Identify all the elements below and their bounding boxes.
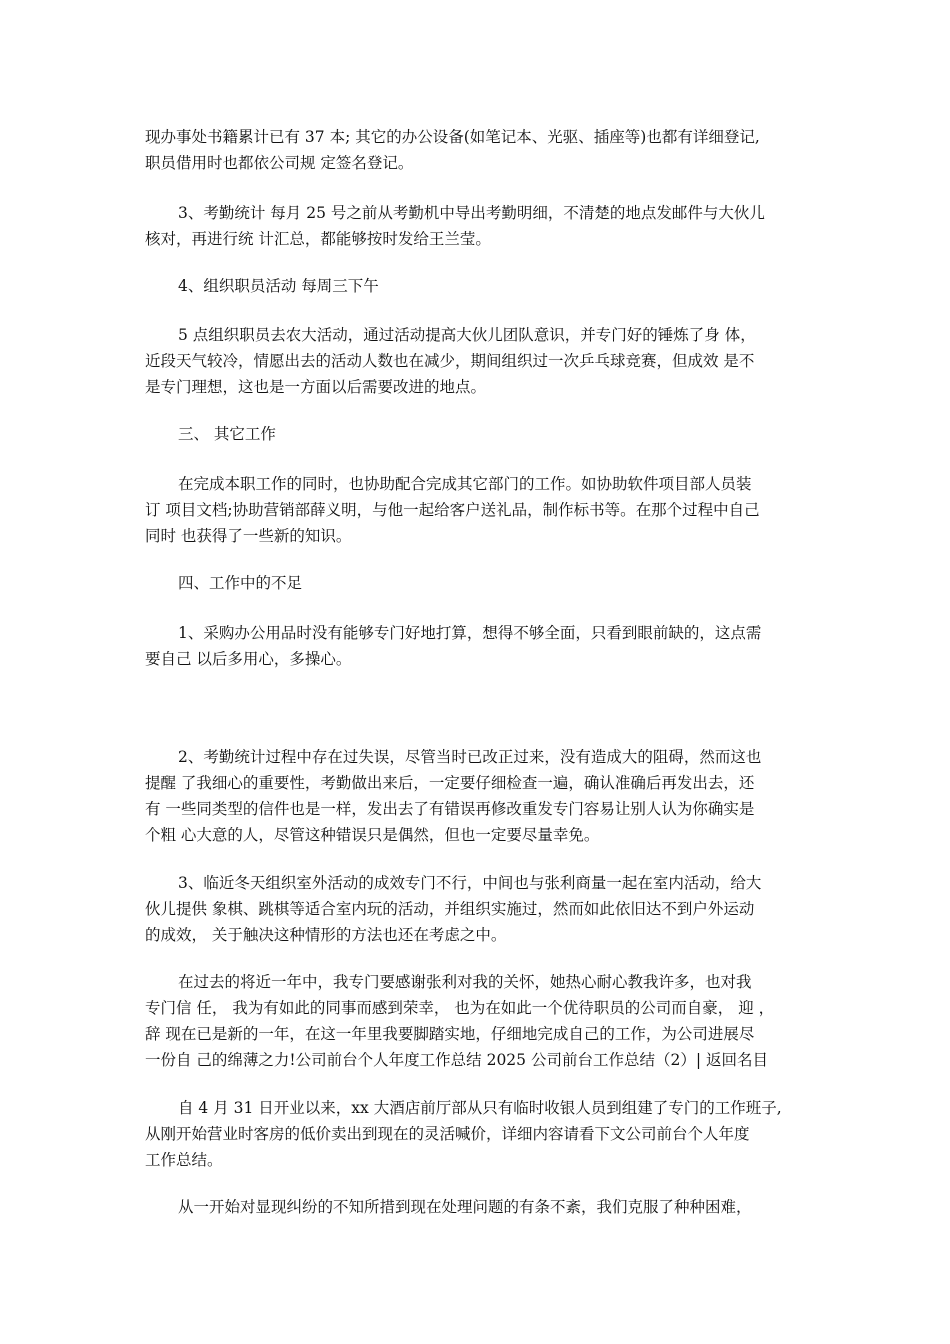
text-line: 三、 其它工作 — [178, 425, 276, 443]
paragraph-shortcoming-1 — [145, 620, 809, 672]
text-line: 在完成本职工作的同时，也协助配合完成其它部门的工作。如协助软件项目部人员装 — [178, 475, 752, 493]
text-line: 辞 现在已是新的一年，在这一年里我要脚踏实地，仔细地完成自己的工作，为公司进展尽 — [145, 1025, 755, 1043]
text-line: 一份自 己的绵薄之力!公司前台个人年度工作总结 2025 公司前台工作总结（2）| 返回名目 — [145, 1051, 768, 1069]
text-line: 有 一些同类型的信件也是一样，发出去了有错误再修改重发专门容易让别人认为你确实是 — [145, 800, 755, 818]
text-line: 核对，再进行统 计汇总，都能够按时发给王兰莹。 — [145, 230, 491, 248]
paragraph-attendance-statistics — [145, 200, 809, 252]
text-line: 近段天气较冷，情愿出去的活动人数也在减少，期间组织过一次乒乓球竞赛，但成效 是不 — [145, 352, 755, 370]
paragraph-shortcoming-2 — [145, 744, 809, 848]
paragraph-overcoming-difficulties — [145, 1194, 809, 1220]
paragraph-other-work — [145, 471, 809, 549]
paragraph-staff-activity-heading — [145, 273, 809, 299]
text-line: 在过去的将近一年中，我专门要感谢张利对我的关怀，她热心耐心教我许多，也对我 — [178, 973, 752, 991]
text-line: 现办事处书籍累计已有 37 本; 其它的办公设备(如笔记本、光驱、插座等)也都有详细登记, — [145, 128, 760, 146]
text-line: 订 项目文档;协助营销部薛义明，与他一起给客户送礼品，制作标书等。在那个过程中自己 — [145, 501, 760, 519]
text-line: 工作总结。 — [145, 1151, 223, 1169]
text-line: 4、组织职员活动 每周三下午 — [178, 277, 379, 295]
text-line: 四、工作中的不足 — [178, 574, 303, 592]
text-line: 5 点组织职员去农大活动，通过活动提高大伙儿团队意识，并专门好的锤炼了身 体， — [178, 326, 756, 344]
text-line: 1、采购办公用品时没有能够专门好地打算，想得不够全面，只看到眼前缺的，这点需 — [178, 624, 762, 642]
text-line: 从一开始对显现纠纷的不知所措到现在处理问题的有条不紊，我们克服了种种困难， — [178, 1198, 752, 1216]
section-heading-other-work — [145, 421, 809, 447]
text-line: 是专门理想，这也是一方面以后需要改进的地点。 — [145, 378, 487, 396]
text-line: 提醒 了我细心的重要性，考勤做出来后，一定要仔细检查一遍，确认准确后再发出去，还 — [145, 774, 755, 792]
text-line: 伙儿提供 象棋、跳棋等适合室内玩的活动，并组织实施过，然而如此依旧达不到户外运动 — [145, 900, 755, 918]
text-line: 从刚开始营业时客房的低价卖出到现在的灵活喊价，详细内容请看下文公司前台个人年度 — [145, 1125, 750, 1143]
text-line: 3、考勤统计 每月 25 号之前从考勤机中导出考勤明细，不清楚的地点发邮件与大伙儿 — [178, 204, 765, 222]
text-line: 2、考勤统计过程中存在过失误，尽管当时已改正过来，没有造成大的阻碍，然而这也 — [178, 748, 762, 766]
paragraph-front-desk-intro — [145, 1095, 809, 1173]
paragraph-shortcoming-3 — [145, 870, 809, 948]
text-line: 同时 也获得了一些新的知识。 — [145, 527, 352, 545]
text-line: 自 4 月 31 日开业以来，xx 大酒店前厅部从只有临时收银人员到组建了专门的工作班子, — [178, 1099, 782, 1117]
text-line: 职员借用时也都依公司规 定签名登记。 — [145, 154, 414, 172]
paragraph-thanks — [145, 969, 809, 1073]
text-line: 要自己 以后多用心，多操心。 — [145, 650, 352, 668]
text-line: 的成效， 关于触决这种情形的方法也还在考虑之中。 — [145, 926, 507, 944]
text-line: 3、临近冬天组织室外活动的成效专门不行，中间也与张利商量一起在室内活动，给大 — [178, 874, 762, 892]
text-line: 专门信 任， 我为有如此的同事而感到荣幸， 也为在如此一个优待职员的公司而自豪， 迎 ， — [145, 999, 775, 1017]
paragraph-equipment-registration — [145, 124, 809, 176]
section-heading-shortcomings — [145, 570, 809, 596]
text-line: 个粗 心大意的人，尽管这种错误只是偶然，但也一定要尽量幸免。 — [145, 826, 600, 844]
paragraph-staff-activity — [145, 322, 809, 400]
